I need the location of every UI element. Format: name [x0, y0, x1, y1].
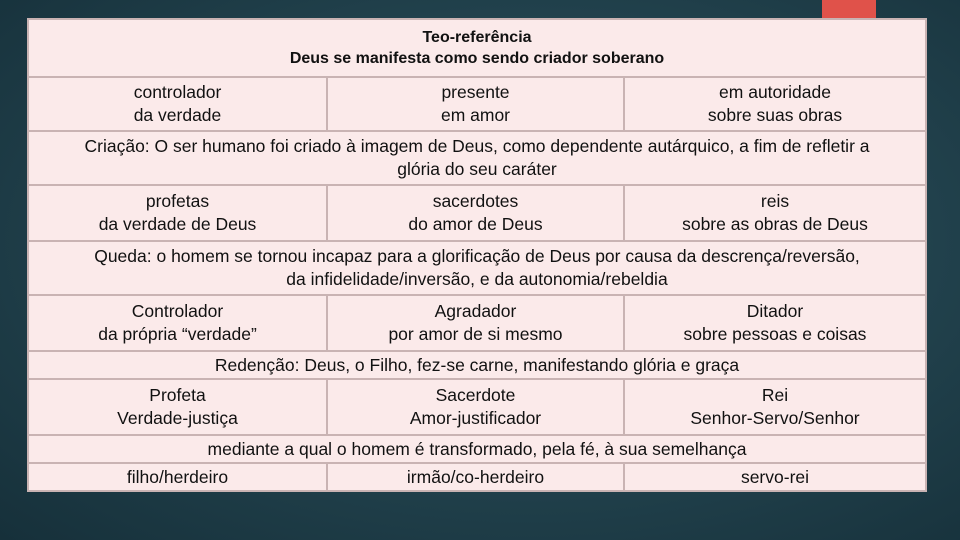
table-row — [28, 295, 926, 351]
fall-cell-dictator — [624, 295, 926, 351]
redemption-cell-priest — [327, 379, 624, 435]
cell-text: Sacerdote — [435, 385, 516, 405]
cell-text: Amor-justificador — [409, 408, 542, 428]
cell-text: presente — [441, 82, 510, 102]
cell-text: profetas — [145, 191, 210, 211]
creation-text: Criação: O ser humano foi criado à imagem de Deus, como dependente autárquico, a fim de refletir a — [84, 136, 870, 156]
cell-text: Rei — [761, 385, 789, 405]
cell-text: Controlador — [131, 301, 224, 321]
table-row — [28, 185, 926, 241]
creation-text: glória do seu caráter — [397, 159, 557, 179]
cell-text: Agradador — [434, 301, 517, 321]
fall-text: da infidelidade/inversão, e da autonomia/rebeldia — [286, 269, 668, 289]
cell-text: Ditador — [746, 301, 804, 321]
creation-cell — [28, 131, 926, 185]
cell-text: da própria “verdade” — [98, 324, 257, 344]
cell-text: reis — [760, 191, 790, 211]
revelation-cell-authority — [624, 77, 926, 131]
fall-cell-pleaser — [327, 295, 624, 351]
cell-text: sacerdotes — [432, 191, 519, 211]
table-row — [28, 351, 926, 379]
cell-text: da verdade de Deus — [98, 214, 257, 234]
cell-text: Senhor-Servo/Senhor — [690, 408, 860, 428]
table-row — [28, 19, 926, 77]
final-cell-brother: irmão/co-herdeiro — [327, 463, 624, 491]
fall-cell-controller — [28, 295, 327, 351]
header-subtitle: Deus se manifesta como sendo criador soberano — [289, 50, 665, 67]
redemption-cell-king — [624, 379, 926, 435]
transformation-text: mediante a qual o homem é transformado, pela fé, à sua semelhança — [207, 438, 747, 459]
redemption-cell-prophet — [28, 379, 327, 435]
revelation-cell-love — [327, 77, 624, 131]
final-cell-son: filho/herdeiro — [28, 463, 327, 491]
table-row — [28, 379, 926, 435]
theology-table — [27, 18, 927, 492]
table-row — [28, 241, 926, 295]
cell-text: sobre as obras de Deus — [682, 214, 868, 234]
revelation-cell-truth — [28, 77, 327, 131]
final-cell-servant-king: servo-rei — [624, 463, 926, 491]
cell-text: em autoridade — [719, 82, 831, 102]
cell-text: Verdade-justiça — [117, 408, 238, 428]
transformation-cell — [28, 435, 926, 463]
creation-cell-prophets — [28, 185, 327, 241]
cell-text: Profeta — [149, 385, 206, 405]
cell-text: por amor de si mesmo — [388, 324, 563, 344]
cell-text: do amor de Deus — [408, 214, 543, 234]
cell-text: sobre suas obras — [707, 105, 843, 125]
redemption-text: Redenção: Deus, o Filho, fez-se carne, manifestando glória e graça — [214, 354, 740, 375]
cell-text: controlador — [133, 82, 222, 102]
fall-text: Queda: o homem se tornou incapaz para a glorificação de Deus por causa da descrença/reversão, — [94, 246, 860, 266]
table-row — [28, 463, 926, 491]
fall-cell — [28, 241, 926, 295]
table-row — [28, 131, 926, 185]
table-row — [28, 435, 926, 463]
header-title: Teo-referência — [422, 29, 532, 46]
creation-cell-kings — [624, 185, 926, 241]
table-row — [28, 77, 926, 131]
header-cell — [28, 19, 926, 77]
cell-text: em amor — [440, 105, 511, 125]
cell-text: da verdade — [133, 105, 222, 125]
cell-text: sobre pessoas e coisas — [683, 324, 867, 344]
redemption-cell — [28, 351, 926, 379]
creation-cell-priests — [327, 185, 624, 241]
